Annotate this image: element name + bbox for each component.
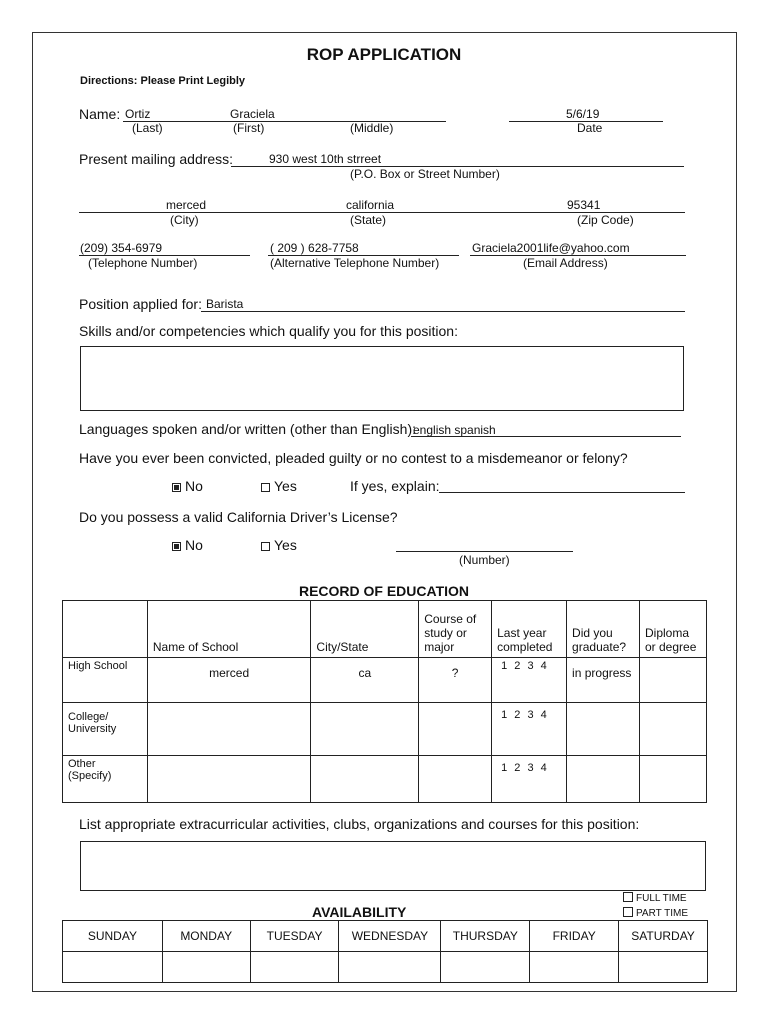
license-no-checkbox[interactable]	[172, 542, 181, 551]
middle-caption: (Middle)	[350, 121, 394, 135]
date-value[interactable]: 5/6/19	[566, 107, 600, 121]
header-diploma: Diploma or degree	[640, 601, 707, 658]
sunday-hours[interactable]	[63, 952, 163, 983]
graduated-cell[interactable]	[567, 703, 640, 756]
diploma-cell[interactable]	[640, 703, 707, 756]
diploma-cell[interactable]	[640, 756, 707, 803]
city-value[interactable]: merced	[166, 198, 207, 212]
explain-label: If yes, explain:	[350, 478, 440, 494]
school-cell[interactable]	[147, 756, 311, 803]
license-number-caption: (Number)	[459, 553, 510, 567]
day-monday: MONDAY	[162, 921, 250, 952]
day-tuesday: TUESDAY	[250, 921, 339, 952]
course-cell[interactable]	[419, 756, 492, 803]
education-heading: RECORD OF EDUCATION	[298, 583, 470, 599]
graduated-cell[interactable]	[567, 756, 640, 803]
years-cell[interactable]: 1 2 3 4	[492, 756, 567, 803]
license-number-line[interactable]	[396, 551, 573, 552]
header-school: Name of School	[147, 601, 311, 658]
course-cell[interactable]	[419, 703, 492, 756]
day-sunday: SUNDAY	[63, 921, 163, 952]
thursday-hours[interactable]	[441, 952, 530, 983]
position-label: Position applied for:	[79, 296, 202, 312]
street-value[interactable]: 930 west 10th strreet	[269, 152, 382, 166]
city-state-cell[interactable]: ca	[311, 658, 419, 703]
last-caption: (Last)	[132, 121, 163, 135]
availability-entry-row	[63, 952, 708, 983]
day-saturday: SATURDAY	[619, 921, 708, 952]
friday-hours[interactable]	[530, 952, 619, 983]
street-caption: (P.O. Box or Street Number)	[350, 167, 500, 181]
graduated-cell[interactable]: in progress	[567, 658, 640, 703]
date-caption: Date	[577, 121, 603, 135]
license-yes-option[interactable]: Yes	[261, 537, 297, 553]
license-question: Do you possess a valid California Driver’s License?	[79, 509, 398, 525]
conviction-yes-option[interactable]: Yes	[261, 478, 297, 494]
table-row	[63, 756, 707, 803]
availability-table	[62, 920, 708, 983]
explain-line[interactable]	[439, 492, 685, 493]
extracurricular-label: List appropriate extracurricular activities, clubs, organizations and courses for this position:	[79, 816, 640, 832]
full-time-option[interactable]: FULL TIME	[623, 892, 687, 904]
first-caption: (First)	[233, 121, 265, 135]
skills-label: Skills and/or competencies which qualify you for this position:	[79, 323, 458, 339]
city-state-cell[interactable]	[311, 703, 419, 756]
conviction-no-option[interactable]: No	[172, 478, 203, 494]
course-cell[interactable]: ?	[419, 658, 492, 703]
header-city-state: City/State	[311, 601, 419, 658]
alt-phone-caption: (Alternative Telephone Number)	[270, 256, 440, 270]
row-label: Other (Specify)	[63, 756, 148, 803]
city-state-cell[interactable]	[311, 756, 419, 803]
conviction-no-checkbox[interactable]	[172, 483, 181, 492]
part-time-option[interactable]: PART TIME	[623, 907, 688, 919]
day-friday: FRIDAY	[530, 921, 619, 952]
conviction-yes-checkbox[interactable]	[261, 483, 270, 492]
school-cell[interactable]: merced	[147, 658, 311, 703]
phone-caption: (Telephone Number)	[88, 256, 198, 270]
form-title: ROP APPLICATION	[306, 45, 462, 64]
name-label: Name:	[79, 106, 121, 122]
header-course: Course of study or major	[419, 601, 492, 658]
table-row	[63, 658, 707, 703]
zip-value[interactable]: 95341	[567, 198, 601, 212]
skills-textbox[interactable]	[80, 346, 684, 411]
languages-line	[411, 436, 681, 437]
email-caption: (Email Address)	[523, 256, 608, 270]
table-row	[63, 703, 707, 756]
address-label: Present mailing address:	[79, 151, 234, 167]
availability-heading: AVAILABILITY	[312, 904, 407, 920]
conviction-question: Have you ever been convicted, pleaded guilty or no contest to a misdemeanor or felony?	[79, 450, 628, 466]
years-cell[interactable]: 1 2 3 4	[492, 658, 567, 703]
row-label: College/ University	[63, 703, 148, 756]
school-cell[interactable]	[147, 703, 311, 756]
years-cell[interactable]: 1 2 3 4	[492, 703, 567, 756]
saturday-hours[interactable]	[619, 952, 708, 983]
full-time-checkbox[interactable]	[623, 892, 633, 902]
availability-header-row	[63, 921, 708, 952]
license-yes-checkbox[interactable]	[261, 542, 270, 551]
state-caption: (State)	[350, 213, 387, 227]
day-thursday: THURSDAY	[441, 921, 530, 952]
position-line	[201, 311, 685, 312]
diploma-cell[interactable]	[640, 658, 707, 703]
position-value[interactable]: Barista	[206, 297, 244, 311]
email-value[interactable]: Graciela2001life@yahoo.com	[472, 241, 630, 255]
extracurricular-textbox[interactable]	[80, 841, 706, 891]
languages-value[interactable]: english spanish	[413, 423, 496, 437]
education-header-row	[63, 601, 707, 658]
phone-value[interactable]: (209) 354-6979	[80, 241, 163, 255]
part-time-checkbox[interactable]	[623, 907, 633, 917]
alt-phone-value[interactable]: ( 209 ) 628-7758	[270, 241, 359, 255]
directions: Directions: Please Print Legibly	[80, 75, 246, 87]
state-value[interactable]: california	[346, 198, 395, 212]
first-name-value[interactable]: Graciela	[230, 107, 275, 121]
name-line	[123, 121, 446, 122]
row-label: High School	[63, 658, 148, 703]
last-name-value[interactable]: Ortiz	[125, 107, 151, 121]
education-table	[62, 600, 707, 803]
header-blank	[63, 601, 148, 658]
license-no-option[interactable]: No	[172, 537, 203, 553]
tuesday-hours[interactable]	[250, 952, 339, 983]
header-graduate: Did you graduate?	[567, 601, 640, 658]
header-last-year: Last year completed	[492, 601, 567, 658]
wednesday-hours[interactable]	[339, 952, 441, 983]
languages-label: Languages spoken and/or written (other than English):	[79, 421, 416, 437]
day-wednesday: WEDNESDAY	[339, 921, 441, 952]
zip-caption: (Zip Code)	[577, 213, 634, 227]
monday-hours[interactable]	[162, 952, 250, 983]
city-caption: (City)	[170, 213, 199, 227]
